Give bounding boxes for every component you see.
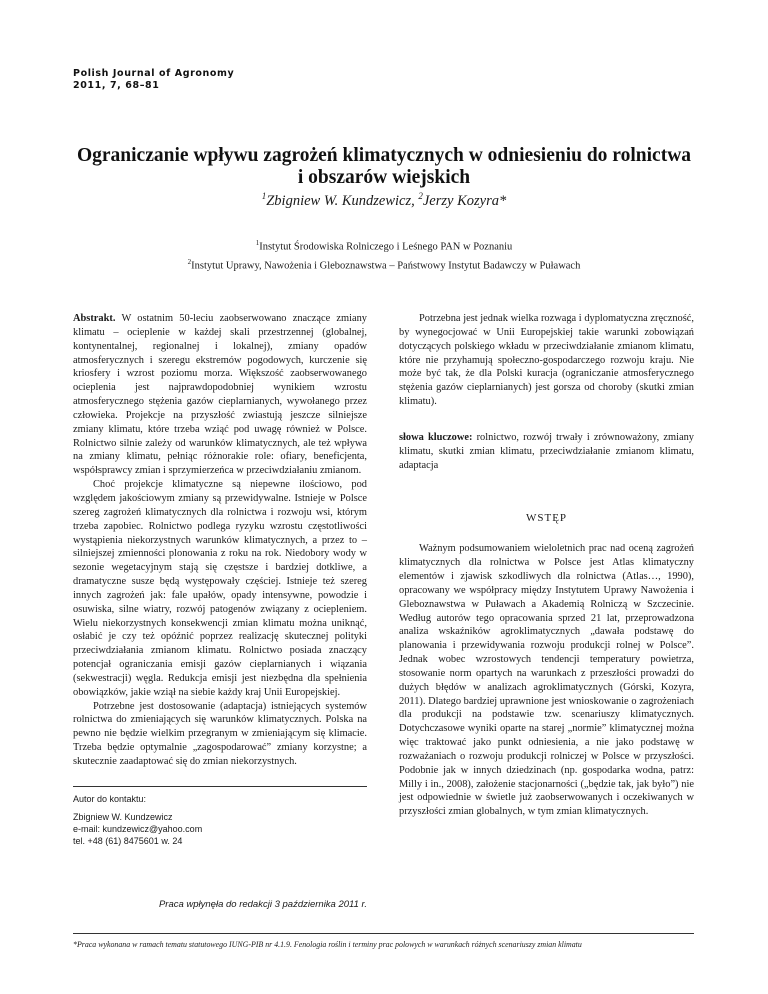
- footnote-divider: [73, 933, 694, 934]
- author2: Jerzy Kozyra*: [422, 192, 507, 209]
- abstract-p1-text: W ostatnim 50-leciu zaobserwowano znaczące zmiany klimatu – ocieplenie w każdej skali przestrzennej (globalnej, kontynentalnej, regionalnej i lokalnej), zmiany opadów atmosferycznych i szeregu ekstremów pogodowych, kurczenie się kriosfery i wzrost poziomu morza. Większość zaobserwowanego ocieplenia jest najprawdopodobniej wynikiem wzrostu atmosferycznego stężenia gazów cieplarnianych, wywołanego przez człowieka. Projekcje na przyszłość zwiastują jeszcze silniejsze zmiany klimatu, które trzeba wziąć pod uwagę również w Polsce. Rolnictwo silnie zależy od warunków klimatycznych, ale też wpływa na zmiany klimatu, pełniąc różnorakie role: ofiary, beneficjenta, współsprawcy zmian i sprzymierzeńca w przeciwdziałaniu zmianom.: [73, 313, 367, 477]
- abstract-paragraph-4: Potrzebna jest jednak wielka rozwaga i dyplomatyczna zręczność, by wynegocjować w Unii Europejskiej takie warunki zobowiązań dotyczących polskiego wkładu w przeciwdziałanie zmianom klimatu, które nie przyhamują społeczno-gospodarczego rozwoju kraju. Nie może być tak, że dla Polski kuracja (ograniczanie atmosferycznego stężenia gazów cieplarnianych) jest gorsza od choroby (skutki zmian klimatu).: [399, 313, 694, 408]
- affiliations: [60, 236, 708, 273]
- contact-divider: [73, 786, 367, 787]
- abstract-paragraph-2: Choć projekcje klimatyczne są niepewne ilościowo, pod względem jakościowym zmiany są przewidywalne. Istnieje w Polsce szereg zagrożeń klimatycznych dla rolnictwa i rozwoju wsi, którym trzeba zapobiec. Rolnictwo podlega ryzyku wzrostu częstotliwości wystąpienia niekorzystnych warunków klimatycznych, a przez to – silniejszej zmienności plonowania z roku na rok. Niedobory wody w sezonie wegetacyjnym stają się częstsze i bardziej dotkliwe, a dramatyczne susze będą występowały częściej. Istnieje też szereg innych zagrożeń jak: fale upałów, opady intensywne, powodzie i osuwiska, silne wiatry, rozwój patogenów związany z ociepleniem. Wielu niekorzystnych konsekwencji zmian klimatu można uniknąć, osłabić je czy też opóźnić poprzez realizację skutecznej polityki przeciwdziałania zmianom klimatu. Rolnictwo posiada znaczący potencjał ograniczania emisji gazów cieplarnianych i wiązania (sekwestracji) węgla. Redukcja emisji jest niezbędna dla spełnienia obowiązków, jakie wziął na siebie każdy kraj Unii Europejskiej.: [73, 479, 367, 698]
- title-line-1: Ograniczanie wpływu zagrożeń klimatycznych w odniesieniu do rolnictwa: [76, 145, 692, 166]
- affiliation-2: [60, 255, 708, 274]
- journal-name: Polish Journal of Agronomy: [73, 68, 235, 79]
- abstract-paragraph-1: [73, 312, 367, 478]
- author2-affil-mark: 2: [418, 191, 423, 201]
- intro-paragraph-1: Ważnym podsumowaniem wieloletnich prac nad oceną zagrożeń klimatycznych dla rolnictwa w Polsce jest Atlas klimatyczny elementów i zjawisk szkodliwych dla rolnictwa (Atlas…, 1990), opracowany we współpracy między Instytutem Uprawy Nawożenia i Gleboznawstwa w Puławach a Akademią Rolniczą w Szczecinie. Według autorów tego opracowania sprzed 21 lat, przeprowadzona analiza wskaźników agroklimatycznych „dawała podstawę do planowania i przewidywania rozwoju produkcji rolnej w Polsce”. Jednak wobec wzrostowych tendencji temperatury powietrza, stosowanie norm opartych na warunkach z przeszłości prowadzi do dużych błędów w analizach agroklimatycznych (Górski, Kozyra, 2011). Dlatego bardziej uprawnione jest wnioskowanie o zagrożeniach dla produkcji na podstawie tzw. scenariuszy klimatycznych. Dotychczasowe wyniki oparte na starej „normie” klimatycznej można więc traktować jako punkt odniesienia, a nie jako podstawę w rozważaniach o rozwoju produkcji rolniczej w Polsce w przyszłości. Podobnie jak w innych dziedzinach (np. gospodarka wodna, patrz: Milly i in., 2008), założenie stacjonarności („będzie tak, jak było”) nie jest odpowiednie w świetle już zaobserwowanych i oczekiwanych w przyszłości zmian globalnych, w tym zmian klimatycznych.: [399, 543, 694, 818]
- right-column: [399, 312, 694, 819]
- abstract-paragraph-3: Potrzebne jest dostosowanie (adaptacja) istniejących systemów rolnictwa do zmieniających się warunków klimatycznych. Polska na pewno nie będzie wielkim przegranym w zmieniającym się klimacie. Trzeba będzie optymalnie „zagospodarować” zmiany korzystne; a skutecznie zaadaptować się do zmian niekorzystnych.: [73, 700, 367, 767]
- affil2-text: Instytut Uprawy, Nawożenia i Gleboznawstwa – Państwowy Instytut Badawczy w Puławach: [191, 260, 581, 271]
- author1-affil-mark: 1: [261, 191, 267, 201]
- author1: Zbigniew W. Kundzewicz,: [266, 192, 415, 209]
- received-date: Praca wpłynęła do redakcji 3 października 2011 r.: [158, 899, 367, 910]
- title-line-2: i obszarów wiejskich: [297, 167, 471, 188]
- footnote: *Praca wykonana w ramach tematu statutowego IUNG-PIB nr 4.1.9. Fenologia roślin i terminy prac polowych w warunkach różnych scenariuszy zmian klimatu: [73, 940, 582, 949]
- contact-name: Zbigniew W. Kundzewicz: [73, 812, 173, 822]
- keywords: [399, 431, 694, 473]
- affil2-mark: 2: [187, 257, 192, 266]
- section-heading-intro: WSTĘP: [525, 512, 568, 525]
- keywords-label: słowa kluczowe:: [399, 431, 473, 443]
- left-column: [73, 312, 367, 769]
- affil1-mark: 1: [255, 239, 260, 247]
- journal-header: [73, 68, 234, 92]
- authors: [60, 191, 708, 210]
- contact-box: [73, 793, 367, 847]
- affiliation-1: [60, 236, 708, 255]
- affil1-text: Instytut Środowiska Rolniczego i Leśnego PAN w Poznaniu: [259, 241, 513, 253]
- journal-citation: 2011, 7, 68–81: [73, 80, 160, 91]
- keywords-text: rolnictwo, rozwój trwały i zrównoważony, zmiany klimatu, skutki zmian klimatu, przeciwdziałanie zmianom klimatu, adaptacja: [399, 431, 694, 471]
- contact-email: e-mail: kundzewicz@yahoo.com: [73, 824, 203, 834]
- article-title: [60, 145, 708, 189]
- contact-heading: Autor do kontaktu:: [73, 794, 147, 804]
- abstract-label: Abstrakt.: [73, 313, 116, 324]
- contact-phone: tel. +48 (61) 8475601 w. 24: [73, 836, 183, 846]
